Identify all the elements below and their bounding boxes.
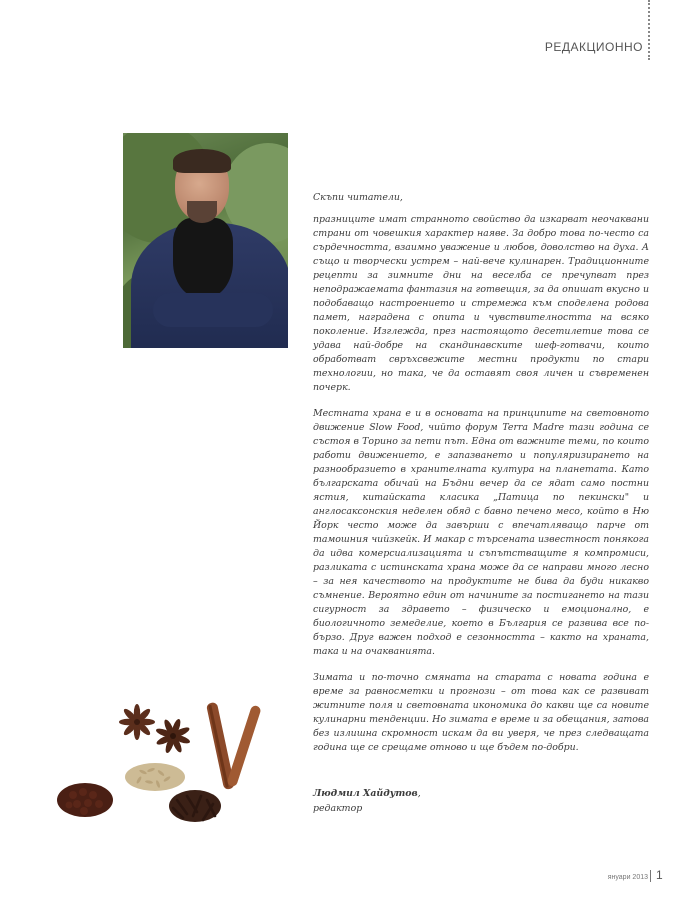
greeting: Скъпи читатели, <box>313 192 403 203</box>
paragraph-3: Зимата и по-точно смяната на старата с новата година е време за равносметки и прогнози – от това как се развиват житните поля и световната икономика до какви ще са новите кулинарни тенденции. Но зимата е време и за обещания, затова без излишна скромност искам да ви уверя, че през следващата година ще се срещаме отново и ще бъдем по-добри. <box>313 672 649 753</box>
paragraph-2: Местната храна е и в основата на принципите на световното движение Slow Food, чийто форум Terra Madre тази година се състоя в Торино за пети път. Една от важните теми, по които работи движението, е запазването и популяризирането на разнообразието в хранителната култура на планетата. Като българската обичай на Бъдни вечер да се ядат само постни ястия, китайската класика „Патица по пекински" и англосаксонския неделен обяд с бавно печено месо, който в Ню Йорк често може да завърши с впечатляващо парче от тамошния чийзкейк. И макар с търсената известност понякога да идва комерсиализацията и съпътстващите я компромиси, разликата с истинската храна може да се направи много лесно – за нея качеството на продуктите не бива да буди никакво съмнение. Вероятно един от начините за постигането на тази сигурност за здравето – физическо и емоционално, е биологичното земеделие, което в България се развива все по-бързо. Друг важен подход е сезонността – както на храната, така и на очакванията. <box>313 408 649 657</box>
signature: Людмил Хайдутов, редактор <box>313 788 421 814</box>
paragraph-1: празниците имат странното свойство да изкарват неочаквани страни от човешкия характер наяве. За добро това по-често са сърдечността, взаимно уважение и любов, доволство на духа. А също и творчески устрем – най-вече кулинарен. Традиционните рецепти за зимните дни на веселба се пречупват през неподражаемата фантазия на готвещия, за да опишат вкусно и подобаващо настроението и стремежа към споделена родова памет, наградена с опита и чувствителността на всяко поколение. Изглежда, през настоящото десетилетие това се удава най-добре на скандинавските шеф-готвачи, които обработват свръхсвежите местни продукти по стари технологии, но така, че да оставят своя личен и съвременен почерк. <box>313 214 649 393</box>
signature-role: редактор <box>313 803 363 814</box>
cinnamon-icon <box>206 702 262 790</box>
editor-portrait-photo <box>123 133 288 348</box>
signature-name: Людмил Хайдутов <box>313 788 418 799</box>
cloves-icon <box>169 790 221 822</box>
issue-date: януари 2013 <box>607 874 648 881</box>
section-label: РЕДАКЦИОННО <box>544 40 643 54</box>
spices-illustration <box>55 700 285 830</box>
star-anise-icon <box>155 718 191 754</box>
page-number: 1 <box>656 868 663 882</box>
star-anise-icon <box>119 704 155 740</box>
editorial-article <box>313 191 649 767</box>
allspice-icon <box>57 783 113 817</box>
cumin-seeds-icon <box>125 763 185 791</box>
decorative-dotted-line <box>648 0 650 60</box>
footer-divider <box>650 870 651 882</box>
